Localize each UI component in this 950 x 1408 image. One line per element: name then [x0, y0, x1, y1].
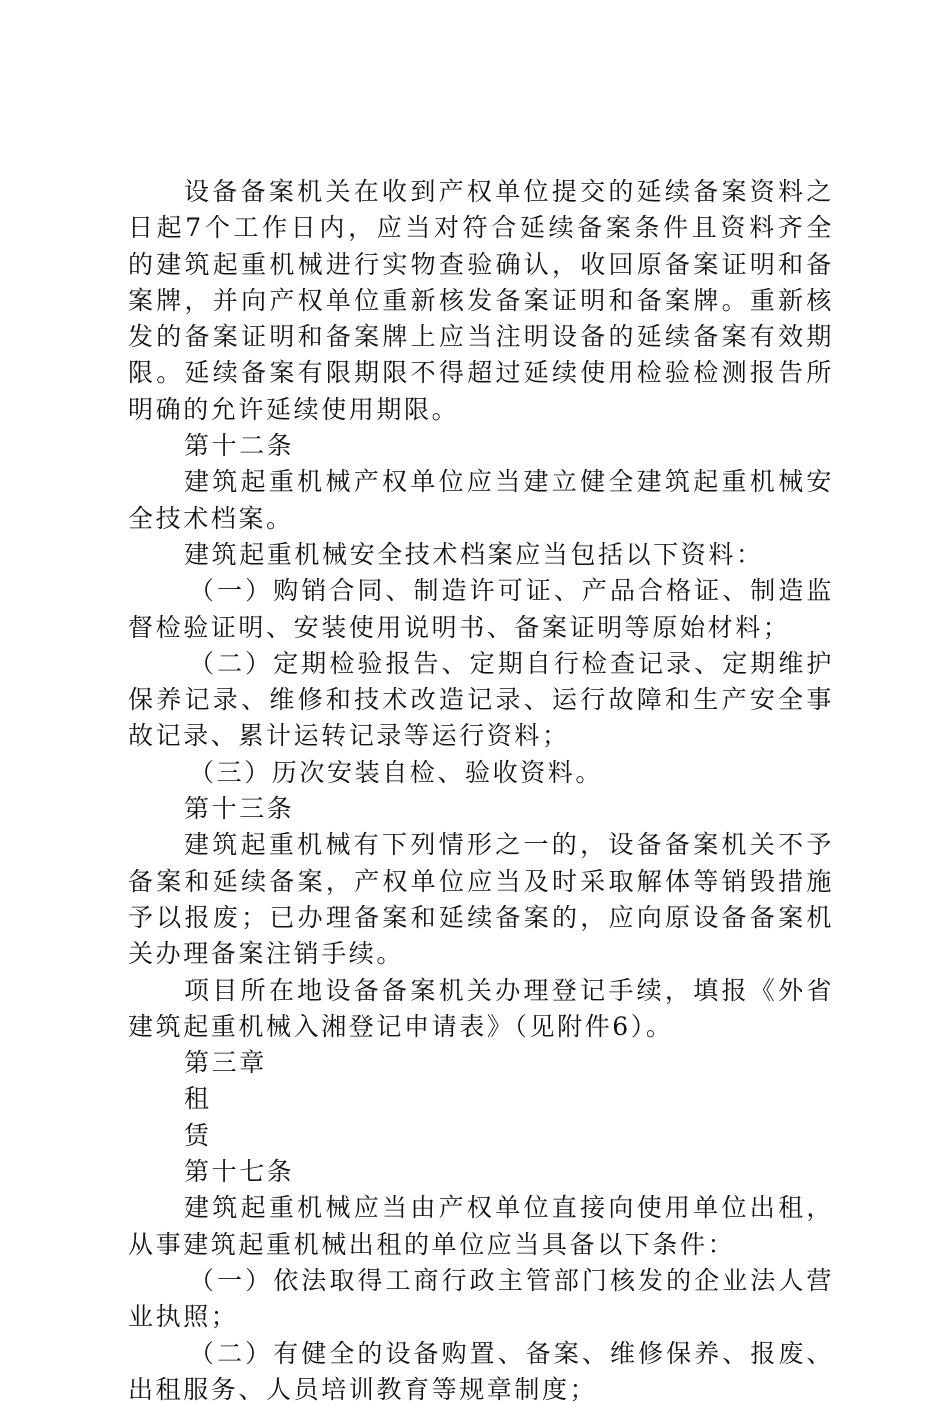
chapter-title-char-2: 赁	[128, 1118, 834, 1154]
article-heading-12: 第十二条	[128, 428, 834, 464]
list-item-2: （二）定期检验报告、定期自行检查记录、定期维护保养记录、维修和技术改造记录、运行故障和生产安全事故记录、累计运转记录等运行资料；	[128, 646, 834, 755]
chapter-heading-3: 第三章	[128, 1045, 834, 1081]
paragraph-archive-contents: 建筑起重机械安全技术档案应当包括以下资料：	[128, 537, 834, 573]
paragraph-leasing-conditions: 建筑起重机械应当由产权单位直接向使用单位出租，从事建筑起重机械出租的单位应当具备以下条件：	[128, 1190, 834, 1263]
paragraph-extension-filing: 设备备案机关在收到产权单位提交的延续备案资料之日起7个工作日内，应当对符合延续备案条件且资料齐全的建筑起重机械进行实物查验确认，收回原备案证明和备案牌，并向产权单位重新核发备案证明和备案牌。重新核发的备案证明和备案牌上应当注明设备的延续备案有效期限。延续备案有限期限不得超过延续使用检验检测报告所明确的允许延续使用期限。	[128, 174, 834, 428]
document-body	[128, 174, 834, 1408]
article-heading-13: 第十三条	[128, 791, 834, 827]
list-item-3: （三）历次安装自检、验收资料。	[128, 755, 834, 791]
list-item-2: （二）有健全的设备购置、备案、维修保养、报废、出租服务、人员培训教育等规章制度；	[128, 1336, 834, 1408]
list-item-1: （一）依法取得工商行政主管部门核发的企业法人营业执照；	[128, 1263, 834, 1336]
paragraph-registration: 项目所在地设备备案机关办理登记手续，填报《外省建筑起重机械入湘登记申请表》（见附件6）。	[128, 973, 834, 1046]
article-heading-17: 第十七条	[128, 1154, 834, 1190]
chapter-title-char-1: 租	[128, 1081, 834, 1117]
paragraph-no-filing: 建筑起重机械有下列情形之一的，设备备案机关不予备案和延续备案，产权单位应当及时采取解体等销毁措施予以报废；已办理备案和延续备案的，应向原设备备案机关办理备案注销手续。	[128, 827, 834, 972]
paragraph-technical-archive: 建筑起重机械产权单位应当建立健全建筑起重机械安全技术档案。	[128, 464, 834, 537]
list-item-1: （一）购销合同、制造许可证、产品合格证、制造监督检验证明、安装使用说明书、备案证明等原始材料；	[128, 573, 834, 646]
